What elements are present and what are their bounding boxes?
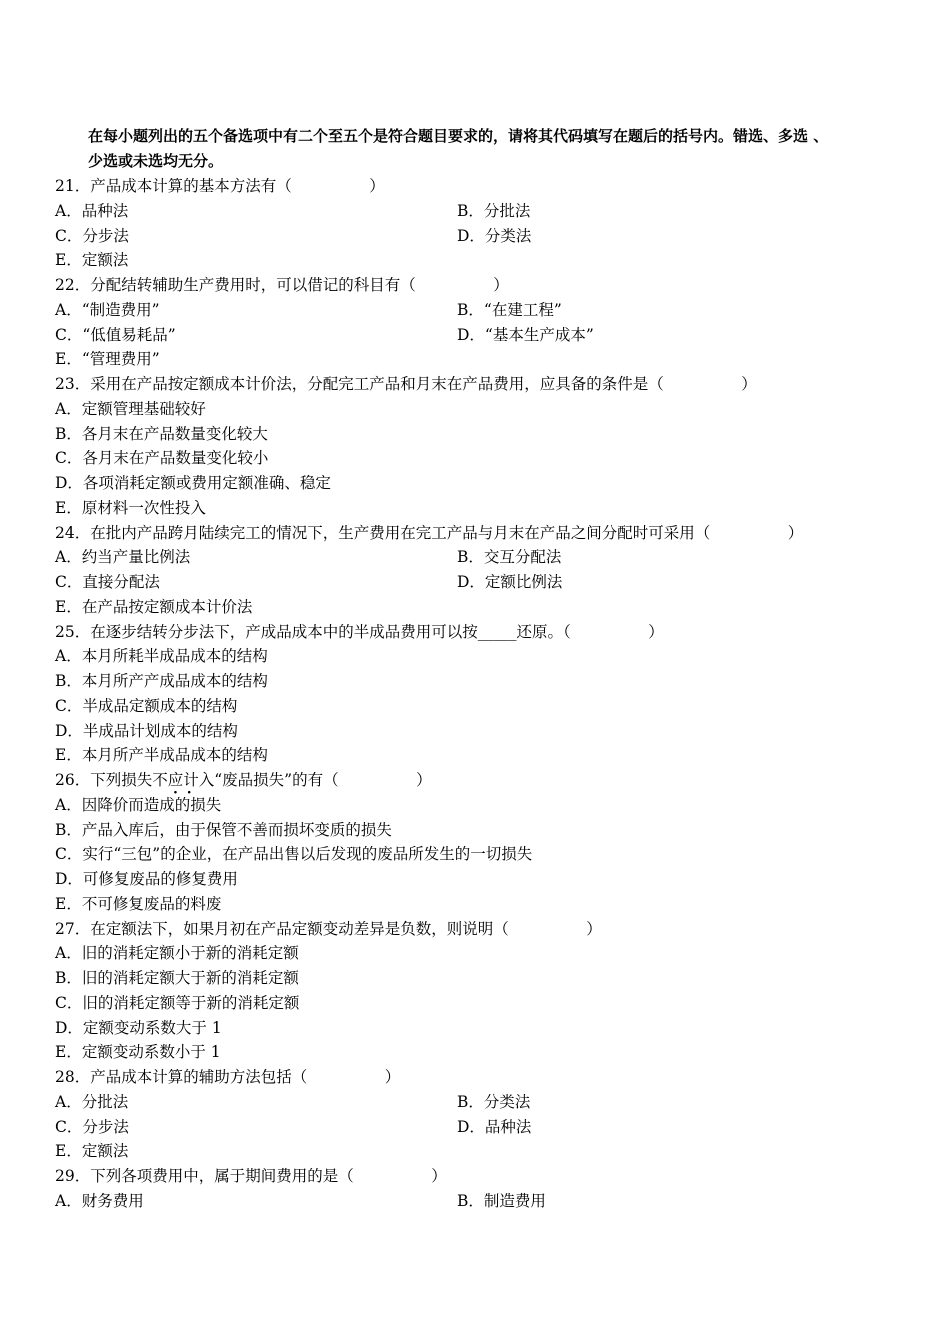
answer-option: C．半成品定额成本的结构: [55, 696, 238, 715]
option-row: [55, 446, 935, 471]
answer-option: D．定额变动系数大于 1: [55, 1018, 222, 1037]
answer-option: A．财务费用: [55, 1191, 144, 1210]
question-stem: 21．产品成本计算的基本方法有（ ）: [55, 177, 385, 195]
question-stem: · · 26．下列损失不应计入“废品损失”的有（ ）: [55, 768, 935, 793]
option-row: [55, 743, 935, 768]
answer-option: C．分步法: [55, 1117, 129, 1136]
answer-option: C．“低值易耗品”: [55, 325, 176, 344]
question-stem: 23．采用在产品按定额成本计价法，分配完工产品和月末在产品费用，应具备的条件是（ ）: [55, 375, 757, 393]
option-row: [55, 1189, 935, 1214]
option-row: [55, 595, 935, 620]
answer-option: A．“制造费用”: [55, 300, 160, 319]
question-stem: 27．在定额法下，如果月初在产品定额变动差异是负数，则说明（ ）: [55, 919, 602, 938]
option-row: [55, 1016, 935, 1041]
option-row: [55, 842, 935, 867]
question-stem: 24．在批内产品跨月陆续完工的情况下，生产费用在完工产品与月末在产品之间分配时可采用（ ）: [55, 523, 804, 542]
answer-option: B．交互分配法: [457, 548, 562, 567]
option-row: [55, 224, 935, 249]
option-row: [55, 694, 935, 719]
option-row: [55, 991, 935, 1016]
answer-option: A．因降价而造成的损失: [55, 795, 222, 814]
option-row: [55, 471, 935, 496]
answer-option: A．定额管理基础较好: [55, 399, 206, 418]
option-row: [55, 199, 935, 224]
question-stem: 25．在逐步结转分步法下，产成品成本中的半成品费用可以按_____还原。（ ）: [55, 622, 664, 641]
answer-option: C．实行“三包”的企业，在产品出售以后发现的废品所发生的一切损失: [55, 845, 533, 864]
answer-option: D．品种法: [457, 1117, 532, 1136]
option-row: [55, 966, 935, 991]
question-stem: 29．下列各项费用中，属于期间费用的是（ ）: [55, 1167, 447, 1185]
answer-option: A．分批法: [55, 1092, 129, 1111]
answer-option: E．“管理费用”: [55, 350, 160, 369]
question-stem: 22．分配结转辅助生产费用时，可以借记的科目有（ ）: [55, 276, 509, 294]
option-row: [55, 867, 935, 892]
answer-option: D．分类法: [457, 226, 532, 245]
option-row: [55, 248, 935, 273]
answer-option: B．“在建工程”: [457, 300, 562, 319]
answer-option: A．本月所耗半成品成本的结构: [55, 647, 268, 666]
answer-option: D．可修复废品的修复费用: [55, 870, 238, 888]
answer-option: E．在产品按定额成本计价法: [55, 597, 253, 616]
option-row: [55, 719, 935, 744]
option-row: [55, 818, 935, 843]
option-row: [55, 570, 935, 595]
answer-option: E．本月所产半成品成本的结构: [55, 746, 268, 765]
option-row: [55, 347, 935, 372]
answer-option: B．各月末在产品数量变化较大: [55, 424, 268, 443]
option-row: [55, 1115, 935, 1140]
answer-option: A．品种法: [55, 201, 129, 220]
answer-option: C．分步法: [55, 226, 129, 245]
answer-option: B．产品入库后，由于保管不善而损坏变质的损失: [55, 820, 392, 839]
answer-option: E．定额变动系数小于 1: [55, 1043, 221, 1062]
option-row: [55, 793, 935, 818]
answer-option: C．各月末在产品数量变化较小: [55, 449, 269, 468]
answer-option: B．旧的消耗定额大于新的消耗定额: [55, 969, 299, 987]
answer-option: D．定额比例法: [457, 573, 563, 591]
answer-option: E．不可修复废品的料废: [55, 894, 222, 913]
answer-option: E．原材料一次性投入: [55, 498, 206, 517]
question-list: [55, 174, 935, 1214]
question-stem: 28．产品成本计算的辅助方法包括（ ）: [55, 1068, 401, 1086]
answer-option: D．半成品计划成本的结构: [55, 721, 238, 740]
option-row: [55, 496, 935, 521]
option-row: [55, 892, 935, 917]
answer-option: D．各项消耗定额或费用定额准确、稳定: [55, 474, 331, 492]
answer-option: B．分类法: [457, 1092, 531, 1111]
instruction-line: 在每小题列出的五个备选项中有二个至五个是符合题目要求的，请将其代码填写在题后的括号内。错选、多选 、: [88, 127, 829, 145]
option-row: [55, 669, 935, 694]
section-instructions: [88, 124, 918, 174]
option-row: [55, 941, 935, 966]
option-row: [55, 1040, 935, 1065]
option-row: [55, 644, 935, 669]
answer-option: E．定额法: [55, 251, 129, 270]
option-row: [55, 298, 935, 323]
answer-option: A．旧的消耗定额小于新的消耗定额: [55, 944, 299, 963]
answer-option: B．本月所产产成品成本的结构: [55, 672, 268, 690]
answer-option: C．直接分配法: [55, 573, 160, 591]
option-row: [55, 1139, 935, 1164]
answer-option: D．“基本生产成本”: [457, 325, 594, 344]
answer-option: B．分批法: [457, 201, 531, 220]
answer-option: A．约当产量比例法: [55, 548, 191, 567]
option-row: [55, 323, 935, 348]
option-row: [55, 422, 935, 447]
instruction-line: 少选或未选均无分。: [88, 152, 224, 170]
option-row: [55, 1090, 935, 1115]
option-row: [55, 545, 935, 570]
answer-option: C．旧的消耗定额等于新的消耗定额: [55, 993, 300, 1012]
answer-option: B．制造费用: [457, 1191, 546, 1210]
option-row: [55, 397, 935, 422]
answer-option: E．定额法: [55, 1142, 129, 1161]
